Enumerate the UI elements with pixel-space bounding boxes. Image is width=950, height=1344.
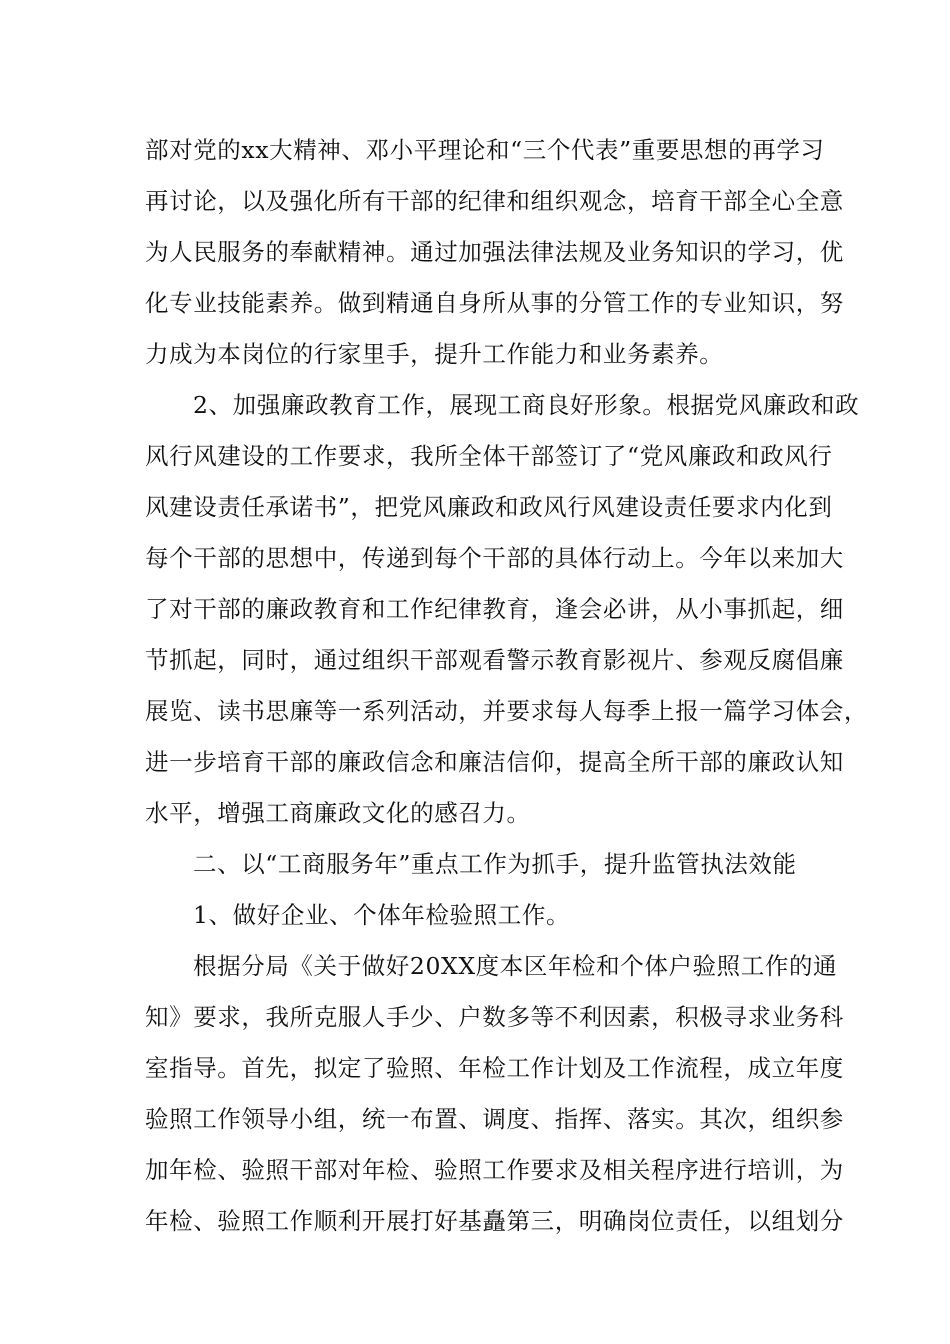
text-line: 再讨论，以及强化所有干部的纪律和组织观念，培育干部全心全意 [145, 187, 844, 215]
subsection-heading: 1、做好企业、个体年检验照工作。 [193, 901, 571, 929]
text-line: 了对干部的廉政教育和工作纪律教育，逢会必讲，从小事抓起，细 [145, 595, 844, 623]
text-line: 风建设责任承诺书”，把党风廉政和政风行风建设责任要求内化到 [145, 493, 833, 521]
text-line: 进一步培育干部的廉政信念和廉洁信仰，提高全所干部的廉政认知 [145, 748, 844, 776]
section-heading: 二、以“工商服务年”重点工作为抓手，提升监管执法效能 [193, 850, 797, 878]
text-line: 部对党的xx大精神、邓小平理论和“三个代表”重要思想的再学习 [145, 136, 825, 164]
text-line: 年检、验照工作顺利开展打好基矗第三，明确岗位责任，以组划分 [145, 1207, 844, 1235]
text-line: 节抓起，同时，通过组织干部观看警示教育影视片、参观反腐倡廉 [145, 646, 844, 674]
text-line: 每个干部的思想中，传递到每个干部的具体行动上。今年以来加大 [145, 544, 844, 572]
text-line: 风行风建设的工作要求，我所全体干部签订了“党风廉政和政风行 [145, 442, 833, 470]
text-line: 化专业技能素养。做到精通自身所从事的分管工作的专业知识，努 [145, 289, 844, 317]
text-line: 室指导。首先，拟定了验照、年检工作计划及工作流程，成立年度 [145, 1054, 844, 1082]
paragraph-start-line: 2、加强廉政教育工作，展现工商良好形象。根据党风廉政和政 [193, 391, 860, 419]
paragraph-start-line: 根据分局《关于做好20XX度本区年检和个体户验照工作的通 [193, 952, 838, 980]
text-line: 展览、读书思廉等一系列活动，并要求每人每季上报一篇学习体会， [145, 697, 868, 725]
text-line: 加年检、验照干部对年检、验照工作要求及相关程序进行培训，为 [145, 1156, 844, 1184]
text-line: 水平，增强工商廉政文化的感召力。 [145, 799, 531, 827]
text-line: 为人民服务的奉献精神。通过加强法律法规及业务知识的学习，优 [145, 238, 844, 266]
text-line: 知》要求，我所克服人手少、户数多等不利因素，积极寻求业务科 [145, 1003, 844, 1031]
text-line: 力成为本岗位的行家里手，提升工作能力和业务素养。 [145, 340, 724, 368]
text-line: 验照工作领导小组，统一布置、调度、指挥、落实。其次，组织参 [145, 1105, 844, 1133]
